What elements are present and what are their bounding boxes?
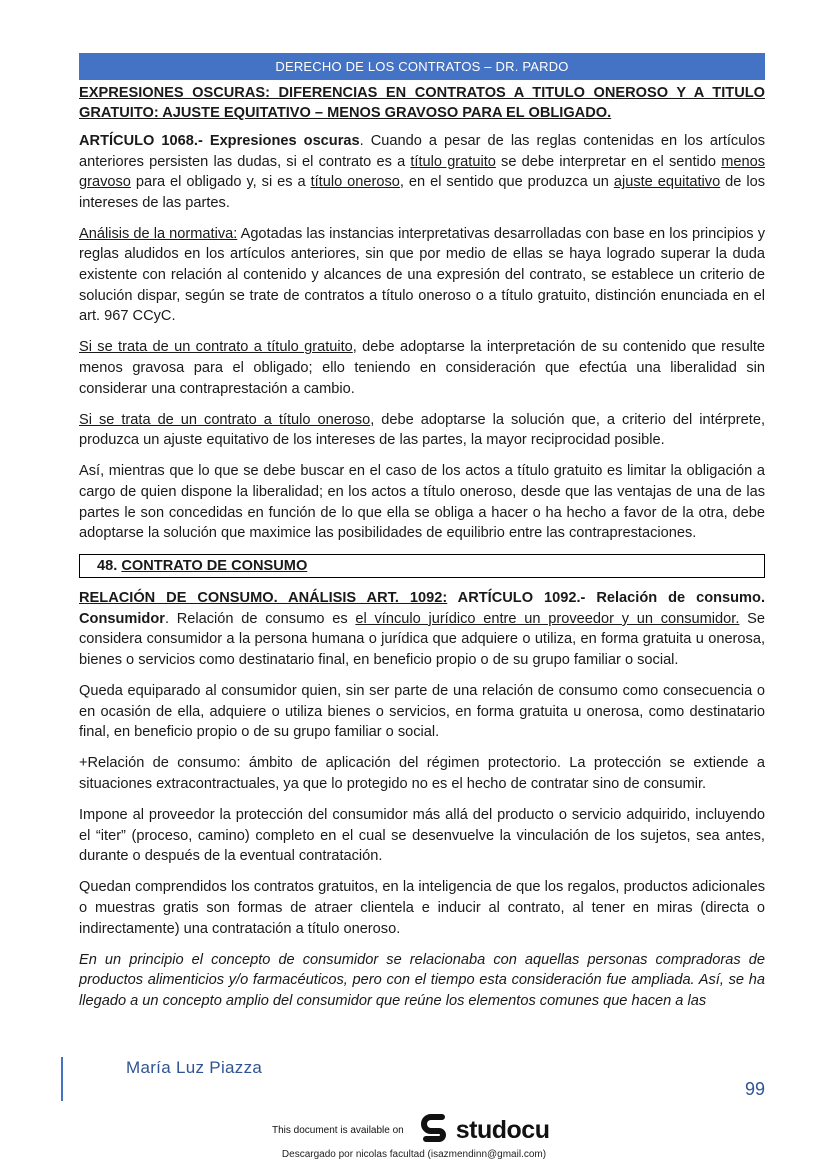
analysis-paragraph xyxy=(79,224,765,327)
article-heading: ARTÍCULO 1068.- Expresiones oscuras xyxy=(79,133,360,149)
text-run: . Cuando a pesar de las reglas contenidas en los artículos anteriores persisten las dudas, si el contrato es a xyxy=(79,133,765,170)
text-run: Agotadas las instancias interpretativas desarrolladas con base en los principios y reglas aludidos en los artículos anteriores, sin que por medio de ellas se haya logrado superar la duda existente con relación al contenido y alcances de una expresión del contrato, se establece un criterio de solución dispar, según se trate de contratos a título oneroso o a título gratuito, distinción enunciada en el art. 967 CCyC. xyxy=(79,225,765,325)
footer-author: María Luz Piazza xyxy=(126,1058,263,1077)
footer-accent-line xyxy=(61,1057,63,1101)
relacion-consumo-paragraph xyxy=(79,588,765,670)
analysis-label: Análisis de la normativa: xyxy=(79,225,238,242)
gratuito-label: Si se trata de un contrato a título gratuito xyxy=(79,339,353,356)
studocu-logo-icon xyxy=(420,1113,450,1147)
underlined-term: título gratuito xyxy=(410,153,496,170)
running-header xyxy=(79,53,765,80)
oneroso-paragraph xyxy=(79,410,765,451)
download-notice: Descargado por nicolas facultad (isazmendinn@gmail.com) xyxy=(281,1149,547,1160)
asi-paragraph: Así, mientras que lo que se debe buscar en el caso de los actos a título gratuito es limitar la obligación a cargo de quien dispone la liberalidad; en los actos a título oneroso, desde que las ventajas de una de las partes le son concedidas en función de lo que ella se obliga a hacer o ha hecho a favor de la otra, debe adoptarse la solución que maximice las posibilidades de equilibrio entre las contraprestaciones. xyxy=(79,463,765,542)
available-text: This document is available on xyxy=(272,1124,404,1136)
relacion-label: RELACIÓN DE CONSUMO. ANÁLISIS ART. 1092: xyxy=(79,590,448,607)
text-run: para el obligado y, si es a xyxy=(130,174,311,191)
underlined-term: título oneroso xyxy=(310,174,400,191)
text-run: de los intereses de las partes. xyxy=(79,174,765,211)
article-1068-paragraph xyxy=(79,131,765,213)
text-run: Se considera consumidor a la persona humana o jurídica que adquiere o utiliza, en forma gratuita u onerosa, bienes o servicios como destinatario final, en beneficio propio o de su grupo familiar o social. xyxy=(79,610,765,668)
header-title: DERECHO DE LOS CONTRATOS – DR. PARDO xyxy=(275,59,569,74)
section-heading: CONTRATO DE CONSUMO xyxy=(121,557,308,574)
oneroso-label: Si se trata de un contrato a título oneroso xyxy=(79,411,371,428)
consumidor-italic-paragraph: En un principio el concepto de consumidor se relacionaba con aquellas personas compradoras de productos alimenticios y/o farmacéuticos, pero con el tiempo esta consideración fue ampliada. Así, se ha llegado a un concepto amplio del consumidor que reúne los elementos comunes que hacen a las xyxy=(79,951,765,1009)
section-title: EXPRESIONES OSCURAS: DIFERENCIAS EN CONTRATOS A TITULO ONEROSO Y A TITULO GRATUITO: AJUSTE EQUITATIVO – MENOS GRAVOSO PARA EL OBLIGADO. xyxy=(79,85,765,121)
equiparado-paragraph: Queda equiparado al consumidor quien, sin ser parte de una relación de consumo como consecuencia o en ocasión de ella, adquiere o utiliza bienes o servicios, en forma gratuita u onerosa, como destinatario final, en beneficio propio o de su grupo familiar o social. xyxy=(79,683,765,741)
text-run: . Relación de consumo es xyxy=(164,610,356,627)
gratuitos-paragraph: Quedan comprendidos los contratos gratuitos, en la inteligencia de que los regalos, productos adicionales o muestras gratis son formas de atraer clientela e inducir al contrato, al tener en miras (directa o indirectamente) una contratación a título oneroso. xyxy=(79,879,765,937)
text-run: se debe interpretar en el sentido xyxy=(495,153,722,170)
underlined-term: el vínculo jurídico entre un proveedor y un consumidor. xyxy=(355,610,740,627)
studocu-banner[interactable] xyxy=(272,1112,549,1148)
impone-paragraph: Impone al proveedor la protección del consumidor más allá del producto o servicio adquirido, incluyendo el “iter” (proceso, camino) completo en el cual se desenvuelve la vinculación de los sujetos, sea antes, durante o después de la eventual contratación. xyxy=(79,807,765,865)
underlined-term: ajuste equitativo xyxy=(613,174,721,191)
ambito-paragraph: +Relación de consumo: ámbito de aplicación del régimen protectorio. La protección se extiende a situaciones extracontractuales, ya que lo protegido no es el hecho de contratar sino de consumir. xyxy=(79,755,765,792)
section-heading-box xyxy=(79,554,765,578)
studocu-brand: studocu xyxy=(455,1115,550,1144)
text-run: , en el sentido que produzca un xyxy=(399,174,614,191)
article-heading: ARTÍCULO 1092.- Relación de consumo. Consumidor xyxy=(79,590,765,627)
page-number: 99 xyxy=(744,1079,765,1099)
gratuito-paragraph xyxy=(79,337,765,399)
text-run: , debe adoptarse la interpretación de su contenido que resulte menos gravosa para el obligado; ello teniendo en consideración que efectúa una liberalidad sin considerar una contraprestación a cambio. xyxy=(79,339,765,397)
underlined-term: menos gravoso xyxy=(79,153,765,191)
section-number: 48. xyxy=(97,557,118,574)
document-body xyxy=(79,83,765,1022)
text-run: , debe adoptarse la solución que, a criterio del intérprete, produzca un ajuste equitativo de los intereses de las partes, la mayor reciprocidad posible. xyxy=(79,411,765,449)
